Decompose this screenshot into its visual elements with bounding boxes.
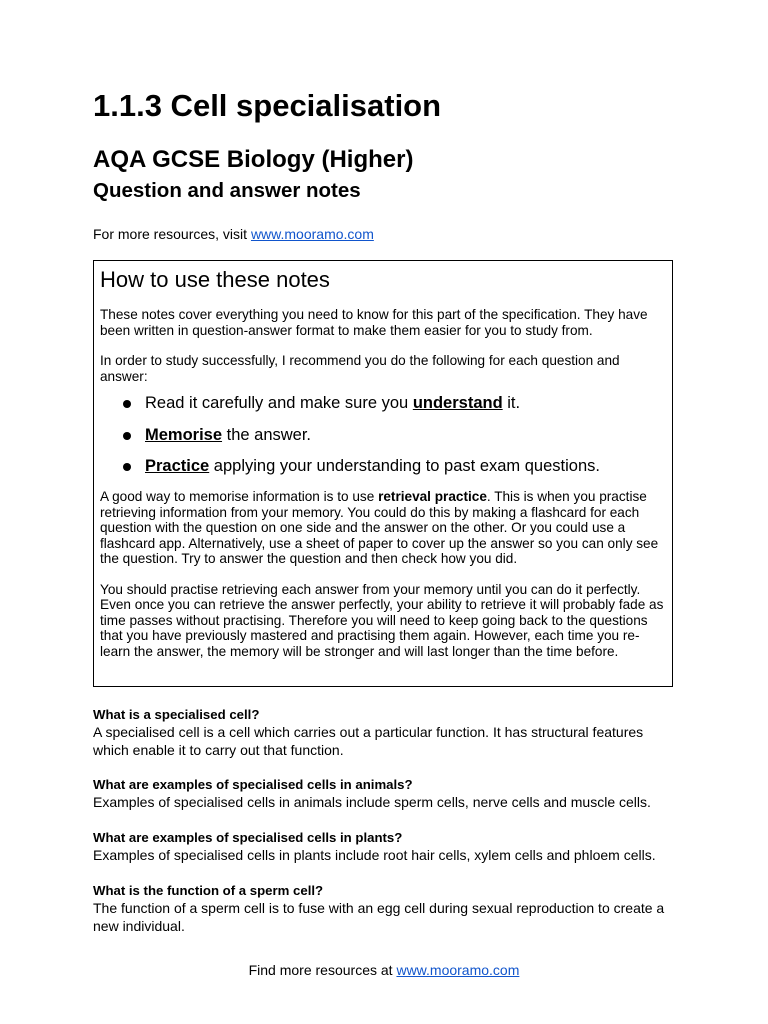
question-text: What are examples of specialised cells in animals? bbox=[93, 777, 413, 792]
memorise-keyword: Memorise bbox=[145, 425, 223, 444]
footer-prefix: Find more resources at bbox=[248, 962, 397, 978]
study-steps-list bbox=[100, 393, 666, 477]
practice-keyword: Practice bbox=[145, 457, 210, 475]
understand-keyword: understand bbox=[412, 394, 503, 412]
resources-line bbox=[93, 225, 374, 243]
notes-intro-paragraph: These notes cover everything you need to know for this part of the specification. They have been written in question-answer format to make them easier for you to study from. bbox=[100, 307, 648, 338]
answer-text: Examples of specialised cells in animals include sperm cells, nerve cells and muscle cells. bbox=[93, 794, 651, 810]
notes-type-heading: Question and answer notes bbox=[93, 179, 361, 202]
qa-block bbox=[93, 829, 675, 864]
answer-text: A specialised cell is a cell which carries out a particular function. It has structural features which enable it to carry out that function. bbox=[93, 724, 644, 758]
page-footer bbox=[0, 961, 768, 979]
qa-block bbox=[93, 776, 675, 811]
resources-prefix: For more resources, visit bbox=[93, 226, 251, 242]
qa-block bbox=[93, 882, 675, 935]
bullet-icon bbox=[123, 432, 131, 440]
list-item-memorise: Memorise the answer. bbox=[123, 425, 666, 446]
course-subtitle: AQA GCSE Biology (Higher) bbox=[93, 146, 414, 173]
list-item-understand: Read it carefully and make sure you understand it. bbox=[123, 393, 666, 414]
list-item-practice: Practice applying your understanding to past exam questions. bbox=[123, 456, 666, 477]
resources-link[interactable]: www.mooramo.com bbox=[250, 226, 374, 242]
retrieval-practice-paragraph: A good way to memorise information is to use retrieval practice. This is when you practise retrieving information from your memory. You could do this by making a flashcard for each question with the question on one side and the answer on the other. Or you could use a flashcard app. Alternatively, use a sheet of paper to cover up the answer so you can only see the question. Try to answer the question and then check how you did. bbox=[100, 489, 659, 566]
notes-recommend-paragraph: In order to study successfully, I recommend you do the following for each question and answer: bbox=[100, 353, 620, 384]
retrieval-practice-term: retrieval practice bbox=[378, 489, 487, 504]
question-text: What is the function of a sperm cell? bbox=[93, 883, 324, 898]
spaced-practice-paragraph: You should practise retrieving each answer from your memory until you can do it perfectly. Even once you can retrieve the answer perfectly, your ability to retrieve it will probably fade as time passes without practising. Therefore you will need to keep going back to the questions that you have previously mastered and practising them again. However, each time you re-learn the answer, the memory will be stronger and will last longer than the time before. bbox=[100, 581, 664, 659]
how-to-use-heading: How to use these notes bbox=[100, 267, 330, 292]
bullet-icon bbox=[123, 400, 131, 408]
footer-link[interactable]: www.mooramo.com bbox=[396, 962, 520, 978]
answer-text: Examples of specialised cells in plants include root hair cells, xylem cells and phloem cells. bbox=[93, 847, 656, 863]
bullet-icon bbox=[123, 463, 131, 471]
question-text: What is a specialised cell? bbox=[93, 707, 260, 722]
question-text: What are examples of specialised cells in plants? bbox=[93, 830, 403, 845]
qa-block bbox=[93, 706, 675, 759]
answer-text: The function of a sperm cell is to fuse with an egg cell during sexual reproduction to create a new individual. bbox=[93, 900, 665, 934]
how-to-use-box bbox=[93, 260, 673, 687]
page-title: 1.1.3 Cell specialisation bbox=[93, 88, 442, 123]
